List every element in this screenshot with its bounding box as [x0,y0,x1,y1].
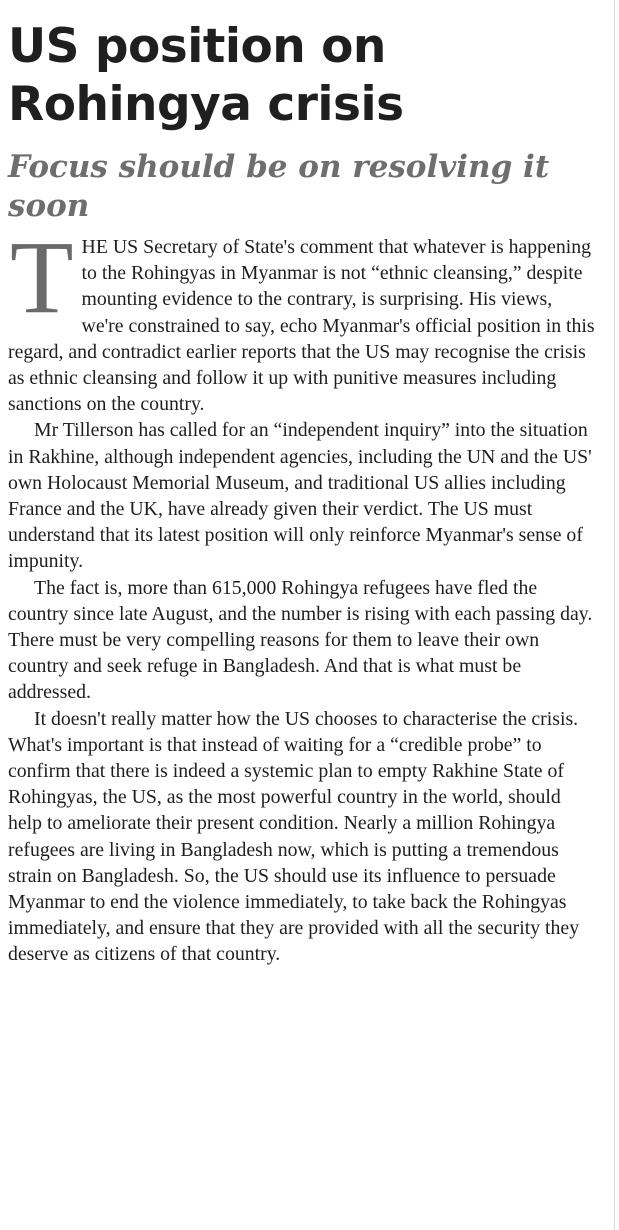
paragraph-4: It doesn't really matter how the US chooses to characterise the crisis. What's important is that instead of waiting for a “credible probe” to confirm that there is indeed a systemic plan to empty Rakhine State of Rohingyas, the US, as the most powerful country in the world, should help to ameliorate their present condition. Nearly a million Rohingya refugees are living in Bangladesh now, which is putting a tremendous strain on Bangladesh. So, the US should use its influence to persuade Myanmar to end the violence immediately, to take back the Rohingyas immediately, and ensure that they are provided with all the security they deserve as citizens of that country. [8,707,580,966]
headline: US position on Rohingya crisis [8,19,404,132]
paragraph-2: Mr Tillerson has called for an “independent inquiry” into the situation in Rakhine, although independent agencies, including the UN and the US' own Holocaust Memorial Museum, and traditional US allies including France and the UK, have already given their verdict. The US must understand that its latest position will only reinforce Myanmar's sense of impunity. [8,419,592,573]
paragraph-3: The fact is, more than 615,000 Rohingya refugees have fled the country since late August, and the number is rising with each passing day. There must be very compelling reasons for them to leave their own country and seek refuge in Bangladesh. And that is what must be addressed. [8,576,593,704]
paragraph-1-text: HE US Secretary of State's comment that whatever is happening to the Rohingyas in Myanmar is not “ethnic cleansing,” despite mounting evidence to the contrary, is surprising. His views, we're constrained to say, echo Myanmar's official position in this regard, and contradict earlier reports that the US may recognise the crisis as ethnic cleansing and follow it up with punitive measures including sanctions on the country. [8,236,595,416]
subheadline: Focus should be on resolving it soon [8,149,550,224]
article-body [8,220,597,968]
page-edge-rule [614,0,615,1230]
paragraph-1 [8,220,597,417]
drop-cap: T [10,220,74,335]
